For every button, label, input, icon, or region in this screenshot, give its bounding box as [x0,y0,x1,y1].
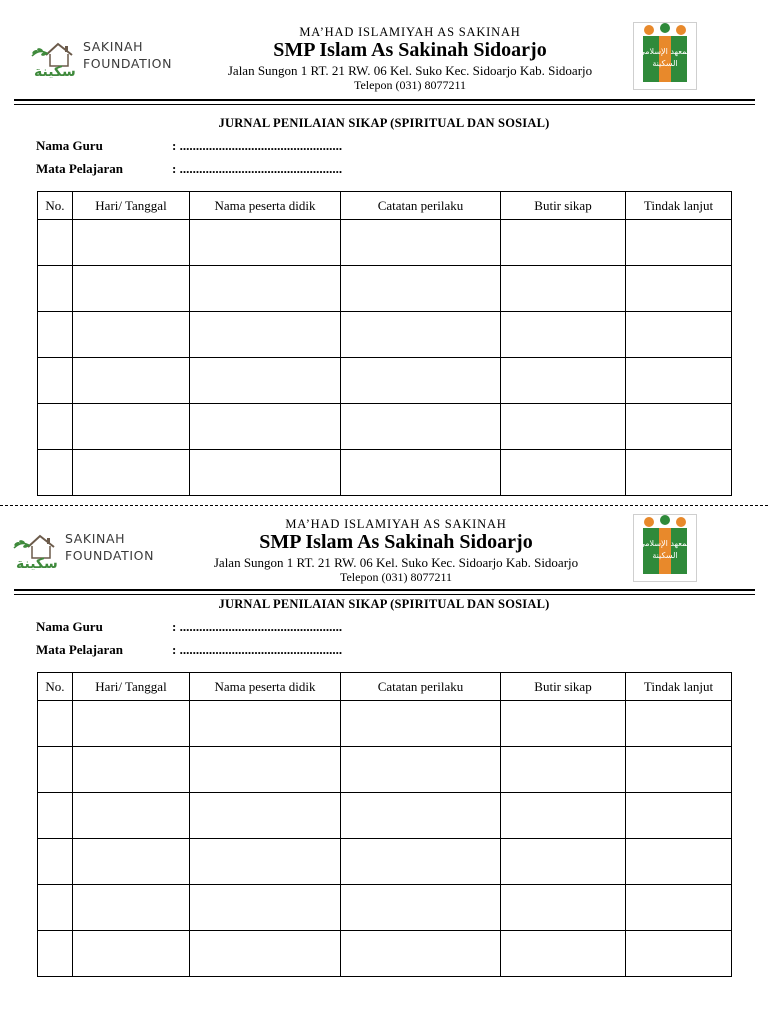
col-header-notes: Catatan perilaku [341,673,501,701]
cell-notes[interactable] [341,220,501,266]
cell-no[interactable] [38,839,73,885]
foundation-name-line2: FOUNDATION [65,548,155,563]
cell-student[interactable] [190,266,341,312]
table-row [38,312,732,358]
cell-followup[interactable] [626,793,732,839]
cell-notes[interactable] [341,931,501,977]
cell-student[interactable] [190,450,341,496]
cell-followup[interactable] [626,312,732,358]
subject-label: Mata Pelajaran [36,161,124,176]
cell-attitude[interactable] [501,220,626,266]
cell-date[interactable] [73,839,190,885]
cell-no[interactable] [38,701,73,747]
cell-notes[interactable] [341,358,501,404]
cell-date[interactable] [73,450,190,496]
teacher-name-label: Nama Guru [36,619,103,634]
svg-text:سكينة: سكينة [16,556,58,570]
col-header-student: Nama peserta didik [190,192,341,220]
assessment-table [37,191,732,496]
cell-no[interactable] [38,404,73,450]
cell-student[interactable] [190,793,341,839]
cell-student[interactable] [190,358,341,404]
cut-line [0,505,768,506]
svg-text:المعهد الإسلامي: المعهد الإسلامي [638,539,692,548]
table-row [38,885,732,931]
col-header-attitude: Butir sikap [501,192,626,220]
cell-no[interactable] [38,747,73,793]
header-rule-thin [14,594,755,595]
cell-attitude[interactable] [501,793,626,839]
cell-attitude[interactable] [501,931,626,977]
cell-no[interactable] [38,220,73,266]
cell-attitude[interactable] [501,266,626,312]
cell-attitude[interactable] [501,312,626,358]
cell-notes[interactable] [341,450,501,496]
cell-student[interactable] [190,839,341,885]
cell-no[interactable] [38,793,73,839]
cell-followup[interactable] [626,266,732,312]
table-row [38,266,732,312]
cell-attitude[interactable] [501,404,626,450]
subject-field [36,642,342,658]
school-phone: Telepon (031) 8077211 [353,78,467,92]
cell-student[interactable] [190,220,341,266]
cell-date[interactable] [73,885,190,931]
mahad-emblem-icon [633,514,697,582]
cell-date[interactable] [73,931,190,977]
table-header-row [38,192,732,220]
cell-notes[interactable] [341,839,501,885]
col-header-date: Hari/ Tanggal [73,673,190,701]
cell-notes[interactable] [341,701,501,747]
col-header-notes: Catatan perilaku [341,192,501,220]
cell-notes[interactable] [341,793,501,839]
cell-date[interactable] [73,793,190,839]
cell-attitude[interactable] [501,747,626,793]
col-header-date: Hari/ Tanggal [73,192,190,220]
cell-student[interactable] [190,404,341,450]
table-row [38,450,732,496]
foundation-name-line1: SAKINAH [65,531,126,546]
sakinah-foundation-logo [28,38,178,82]
cell-no[interactable] [38,931,73,977]
cell-date[interactable] [73,701,190,747]
cell-student[interactable] [190,931,341,977]
cell-followup[interactable] [626,747,732,793]
subject-blank: : .................................................. [172,161,343,176]
cell-no[interactable] [38,358,73,404]
cell-no[interactable] [38,450,73,496]
table-row [38,931,732,977]
school-address: Jalan Sungon 1 RT. 21 RW. 06 Kel. Suko Kec. Sidoarjo Kab. Sidoarjo [227,63,593,78]
subject-label: Mata Pelajaran [36,642,124,657]
col-header-student: Nama peserta didik [190,673,341,701]
header-rule-thin [14,104,755,105]
foundation-name [65,530,154,564]
cell-attitude[interactable] [501,701,626,747]
teacher-name-label: Nama Guru [36,138,103,153]
col-header-no: No. [38,192,73,220]
form-title: JURNAL PENILAIAN SIKAP (SPIRITUAL DAN SOSIAL) [218,597,550,611]
table-row [38,747,732,793]
teacher-name-blank: : .................................................. [172,138,343,153]
school-address: Jalan Sungon 1 RT. 21 RW. 06 Kel. Suko Kec. Sidoarjo Kab. Sidoarjo [213,555,579,570]
assessment-table [37,672,732,977]
form-title: JURNAL PENILAIAN SIKAP (SPIRITUAL DAN SOSIAL) [218,116,550,130]
org-name: MA’HAD ISLAMIYAH AS SAKINAH [285,517,507,531]
house-olive-icon [28,38,80,78]
cell-notes[interactable] [341,885,501,931]
cell-followup[interactable] [626,358,732,404]
teacher-name-blank: : .................................................. [172,619,343,634]
cell-student[interactable] [190,885,341,931]
sakinah-foundation-logo [10,530,160,574]
header-rule-thick [14,99,755,101]
cell-no[interactable] [38,312,73,358]
cell-notes[interactable] [341,312,501,358]
cell-attitude[interactable] [501,839,626,885]
school-phone: Telepon (031) 8077211 [339,570,453,584]
cell-date[interactable] [73,266,190,312]
subject-field [36,161,342,177]
subject-blank: : .................................................. [172,642,343,657]
foundation-name [83,38,172,72]
table-row [38,839,732,885]
svg-text:المعهد الإسلامي: المعهد الإسلامي [638,47,692,56]
cell-date[interactable] [73,312,190,358]
table-row [38,358,732,404]
cell-attitude[interactable] [501,450,626,496]
cell-attitude[interactable] [501,358,626,404]
cell-student[interactable] [190,747,341,793]
header-rule-thick [14,589,755,591]
table-header-row [38,673,732,701]
cell-followup[interactable] [626,839,732,885]
cell-notes[interactable] [341,747,501,793]
school-name: SMP Islam As Sakinah Sidoarjo [259,531,533,553]
table-row [38,793,732,839]
table-row [38,701,732,747]
cell-followup[interactable] [626,885,732,931]
cell-student[interactable] [190,312,341,358]
cell-followup[interactable] [626,404,732,450]
cell-date[interactable] [73,358,190,404]
svg-text:سكينة: سكينة [34,64,76,78]
col-header-followup: Tindak lanjut [626,673,732,701]
cell-followup[interactable] [626,931,732,977]
teacher-name-field [36,619,342,635]
cell-no[interactable] [38,266,73,312]
house-olive-icon [10,530,62,570]
teacher-name-field [36,138,342,154]
cell-attitude[interactable] [501,885,626,931]
cell-date[interactable] [73,220,190,266]
cell-date[interactable] [73,404,190,450]
cell-date[interactable] [73,747,190,793]
cell-student[interactable] [190,701,341,747]
mahad-emblem-icon [633,22,697,90]
table-row [38,220,732,266]
cell-notes[interactable] [341,266,501,312]
svg-text:السكينة: السكينة [652,59,678,68]
org-name: MA’HAD ISLAMIYAH AS SAKINAH [299,25,521,39]
col-header-no: No. [38,673,73,701]
cell-followup[interactable] [626,220,732,266]
col-header-followup: Tindak lanjut [626,192,732,220]
cell-notes[interactable] [341,404,501,450]
col-header-attitude: Butir sikap [501,673,626,701]
cell-no[interactable] [38,885,73,931]
cell-followup[interactable] [626,450,732,496]
svg-text:السكينة: السكينة [652,551,678,560]
foundation-name-line2: FOUNDATION [83,56,173,71]
school-name: SMP Islam As Sakinah Sidoarjo [273,39,547,61]
foundation-name-line1: SAKINAH [83,39,144,54]
table-row [38,404,732,450]
cell-followup[interactable] [626,701,732,747]
